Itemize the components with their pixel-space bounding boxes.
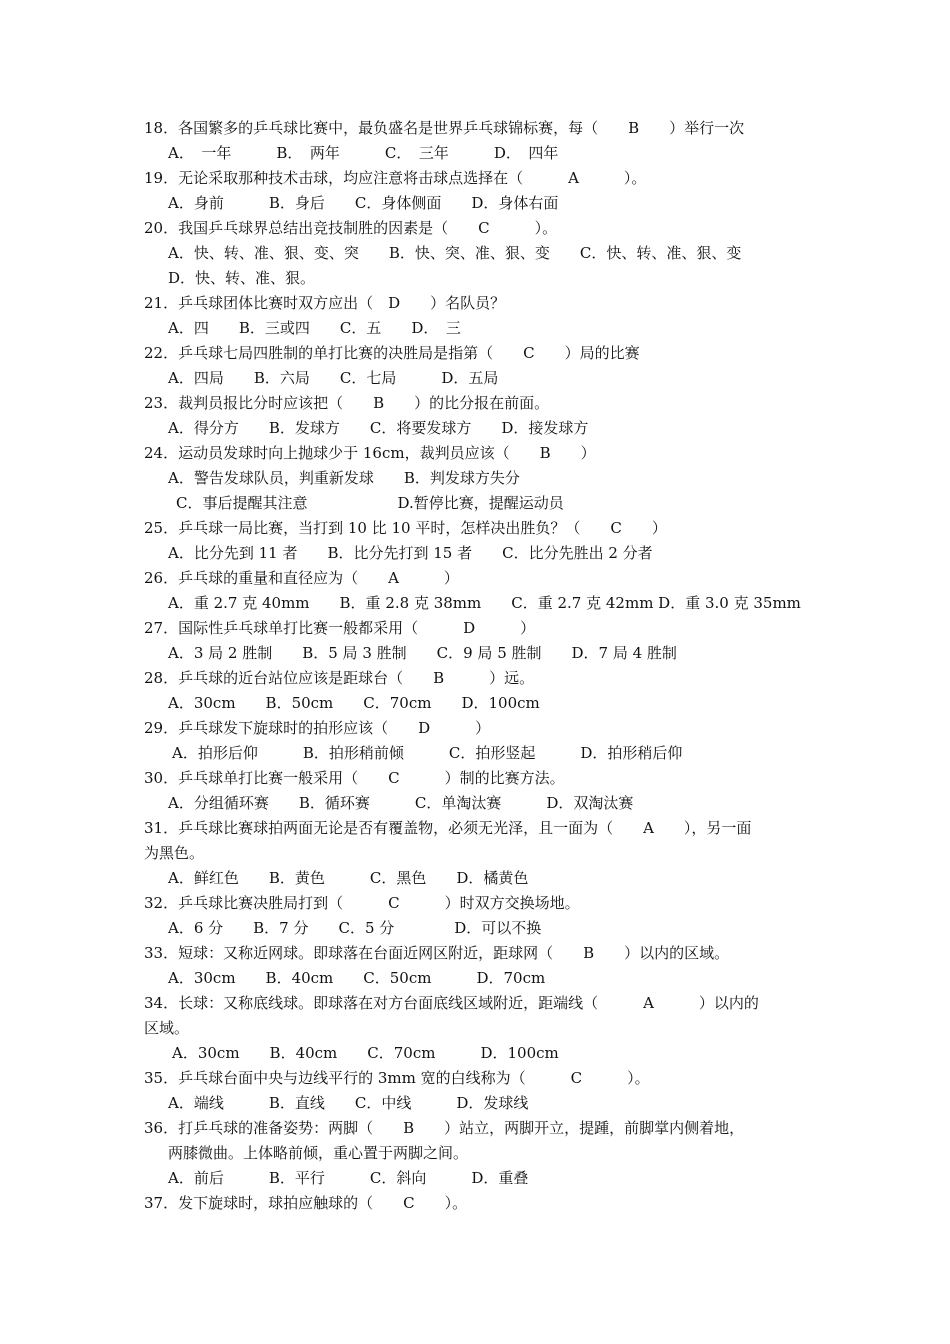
text-line: C．事后提醒其注意 D.暂停比赛，提醒运动员	[176, 494, 564, 512]
text-line: 36．打乒乓球的准备姿势：两脚（ B ）站立，两脚开立，提踵，前脚掌内侧着地，	[144, 1119, 745, 1137]
text-line: A．端线 B．直线 C．中线 D．发球线	[168, 1094, 529, 1112]
text-line: 26．乒乓球的重量和直径应为（ A ）	[144, 569, 459, 587]
text-line: 两膝微曲。上体略前倾，重心置于两脚之间。	[168, 1144, 469, 1162]
text-line: A．30cm B．40cm C．70cm D．100cm	[172, 1044, 559, 1062]
text-line: A．30cm B．40cm C．50cm D．70cm	[168, 969, 546, 987]
text-line: A．得分方 B．发球方 C．将要发球方 D．接发球方	[168, 419, 589, 437]
text-line: A．3 局 2 胜制 B．5 局 3 胜制 C．9 局 5 胜制 D．7 局 4 胜制	[168, 644, 677, 662]
text-line: A．鲜红色 B．黄色 C．黑色 D．橘黄色	[168, 869, 529, 887]
text-line: 27．国际性乒乓球单打比赛一般都采用（ D ）	[144, 619, 536, 637]
text-line: A． 一年 B． 两年 C． 三年 D． 四年	[168, 144, 559, 162]
text-line: 32．乒乓球比赛决胜局打到（ C ）时双方交换场地。	[144, 894, 580, 912]
text-line: 23．裁判员报比分时应该把（ B ）的比分报在前面。	[144, 394, 550, 412]
text-line: 35．乒乓球台面中央与边线平行的 3mm 宽的白线称为（ C ）。	[144, 1069, 650, 1087]
text-line: 24．运动员发球时向上抛球少于 16cm，裁判员应该（ B ）	[144, 444, 596, 462]
text-line: 22．乒乓球七局四胜制的单打比赛的决胜局是指第（ C ）局的比赛	[144, 344, 640, 362]
text-line: 21．乒乓球团体比赛时双方应出（ D ）名队员？	[144, 294, 506, 312]
text-line: A．四 B．三或四 C．五 D． 三	[168, 319, 461, 337]
text-line: A．四局 B．六局 C．七局 D．五局	[168, 369, 499, 387]
text-line: A．分组循环赛 B．循环赛 C．单淘汰赛 D．双淘汰赛	[168, 794, 634, 812]
text-line: A．比分先到 11 者 B．比分先打到 15 者 C．比分先胜出 2 分者	[168, 544, 653, 562]
text-line: 为黑色。	[144, 844, 205, 862]
text-line: 31．乒乓球比赛球拍两面无论是否有覆盖物，必须无光泽，且一面为（ A ），另一面	[144, 819, 752, 837]
text-line: 25．乒乓球一局比赛，当打到 10 比 10 平时，怎样决出胜负？（ C ）	[144, 519, 667, 537]
text-line: A．身前 B．身后 C．身体侧面 D．身体右面	[168, 194, 559, 212]
text-line: 34．长球：又称底线球。即球落在对方台面底线区域附近，距端线（ A ）以内的	[144, 994, 759, 1012]
text-line: A．重 2.7 克 40mm B．重 2.8 克 38mm C．重 2.7 克 42mm D．重 3.0 克 35mm	[168, 594, 801, 612]
text-line: A．30cm B．50cm C．70cm D．100cm	[168, 694, 540, 712]
text-line: 区域。	[144, 1019, 190, 1037]
text-line: A．警告发球队员，判重新发球 B．判发球方失分	[168, 469, 520, 487]
text-line: 33．短球：又称近网球。即球落在台面近网区附近，距球网（ B ）以内的区域。	[144, 944, 730, 962]
text-line: 20．我国乒乓球界总结出竞技制胜的因素是（ C ）。	[144, 219, 558, 237]
text-line: A．拍形后仰 B．拍形稍前倾 C．拍形竖起 D．拍形稍后仰	[172, 744, 683, 762]
text-line: 18．各国繁多的乒乓球比赛中，最负盛名是世界乒乓球锦标赛，每（ B ）举行一次	[144, 119, 745, 137]
text-line: 30．乒乓球单打比赛一般采用（ C ）制的比赛方法。	[144, 769, 565, 787]
text-line: 28．乒乓球的近台站位应该是距球台（ B ）远。	[144, 669, 535, 687]
text-line: 19．无论采取那种技术击球，均应注意将击球点选择在（ A ）。	[144, 169, 647, 187]
text-line: 29．乒乓球发下旋球时的拍形应该（ D ）	[144, 719, 491, 737]
text-line: A．前后 B．平行 C．斜向 D．重叠	[168, 1169, 529, 1187]
text-line: 37．发下旋球时，球拍应触球的（ C ）。	[144, 1194, 468, 1212]
text-line: A．6 分 B．7 分 C．5 分 D．可以不换	[168, 919, 542, 937]
text-line: A．快、转、准、狠、变、突 B．快、突、准、狠、变 C．快、转、准、狠、变	[168, 244, 742, 262]
text-line: D．快、转、准、狠。	[168, 269, 316, 287]
